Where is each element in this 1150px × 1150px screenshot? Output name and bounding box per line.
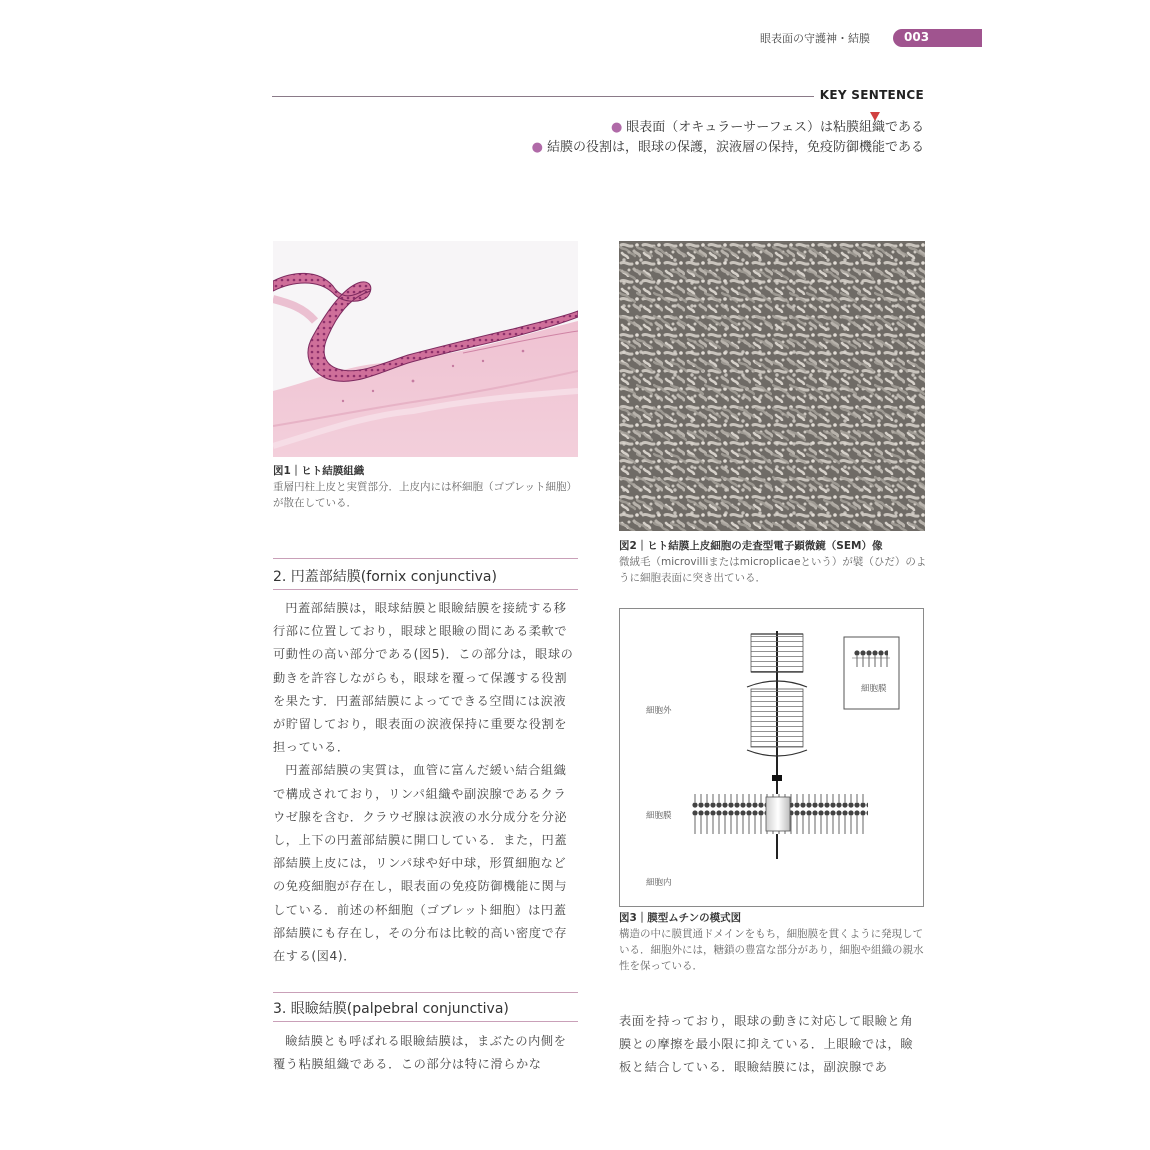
figure1-caption xyxy=(273,463,583,511)
paragraph: 瞼結膜とも呼ばれる眼瞼結膜は，まぶたの内側を覆う粘膜組織である．この部分は特に滑らかな xyxy=(273,1034,567,1072)
right-column-body xyxy=(619,1010,924,1080)
section2-heading: 2. 円蓋部結膜(fornix conjunctiva) xyxy=(273,569,497,585)
bullet-icon: ● xyxy=(610,120,623,135)
figure3-label-extracellular: 細胞外 xyxy=(646,706,672,716)
figure3-caption xyxy=(619,910,929,974)
figure3-label-membrane: 細胞膜 xyxy=(646,811,672,821)
key-sentence-item: ● 眼表面（オキュラーサーフェス）は粘膜組織である xyxy=(610,120,924,135)
figure2-caption-text: 微絨毛（microvilliまたはmicroplicaeという）が襞（ひだ）のように細胞表面に突き出ている． xyxy=(619,556,927,584)
figure3-label-intracellular: 細胞内 xyxy=(646,878,672,888)
bullet-icon: ● xyxy=(531,140,543,155)
section3-rule-top xyxy=(273,992,578,993)
paragraph: 円蓋部結膜の実質は，血管に富んだ緩い結合組織で構成されており，リンパ組織や副涙腺であるクラウゼ腺を含む．クラウゼ腺は涙液の水分成分を分泌し，上下の円蓋部結膜に開口している．また，円蓋部結膜上皮には，リンパ球や好中球，形質細胞などの免疫細胞が存在し，眼表面の免疫防御機能に関与している．前述の杯細胞（ゴブレット細胞）は円蓋部結膜にも存在し，その分布は比較的高い密度で存在する(図4)． xyxy=(273,763,568,964)
figure1-title: 図1｜ヒト結膜組織 xyxy=(273,465,365,477)
figure2-caption xyxy=(619,538,931,586)
figure3-label-inset: 細胞膜 xyxy=(861,684,887,694)
figure1-caption-text: 重層円柱上皮と実質部分．上皮内には杯細胞（ゴブレット細胞）が散在している． xyxy=(273,481,577,509)
paragraph: 表面を持っており，眼球の動きに対応して眼瞼と角膜との摩擦を最小限に抑えている．上眼瞼では，瞼板と結合している．眼瞼結膜には，副涙腺であ xyxy=(619,1014,914,1075)
section2-body xyxy=(273,597,578,968)
section2-rule-top xyxy=(273,558,578,559)
page-number: 003 xyxy=(904,30,930,44)
figure3-caption-text: 構造の中に膜貫通ドメインをもち，細胞膜を貫くように発現している．細胞外には，糖鎖の豊富な部分があり，細胞や組織の親水性を保っている． xyxy=(619,928,924,972)
section3-rule-bottom xyxy=(273,1021,578,1022)
paragraph: 円蓋部結膜は，眼球結膜と眼瞼結膜を接続する移行部に位置しており，眼球と眼瞼の間にある柔軟で可動性の高い部分である(図5)．この部分は，眼球の動きを許容しながらも，眼球を覆って保護する役割を果たす．円蓋部結膜によってできる空間には涙液が貯留しており，眼表面の涙液保持に重要な役割を担っている． xyxy=(273,601,574,755)
key-sentence-title: KEY SENTENCE xyxy=(814,88,924,102)
figure3-title: 図3｜膜型ムチンの模式図 xyxy=(619,912,742,924)
key-sentence-item: ● 結膜の役割は，眼球の保護，涙液層の保持，免疫防御機能である xyxy=(531,140,924,155)
section2-rule-bottom xyxy=(273,589,578,590)
figure1-histology-image xyxy=(273,241,578,457)
figure2-title: 図2｜ヒト結膜上皮細胞の走査型電子顕微鏡（SEM）像 xyxy=(619,540,883,552)
figure2-sem-image xyxy=(619,241,925,531)
section3-body xyxy=(273,1030,578,1076)
running-head: 眼表面の守護神・結膜 xyxy=(760,32,870,45)
section3-heading: 3. 眼瞼結膜(palpebral conjunctiva) xyxy=(273,1001,509,1017)
figure3-mucin-diagram xyxy=(619,608,924,907)
